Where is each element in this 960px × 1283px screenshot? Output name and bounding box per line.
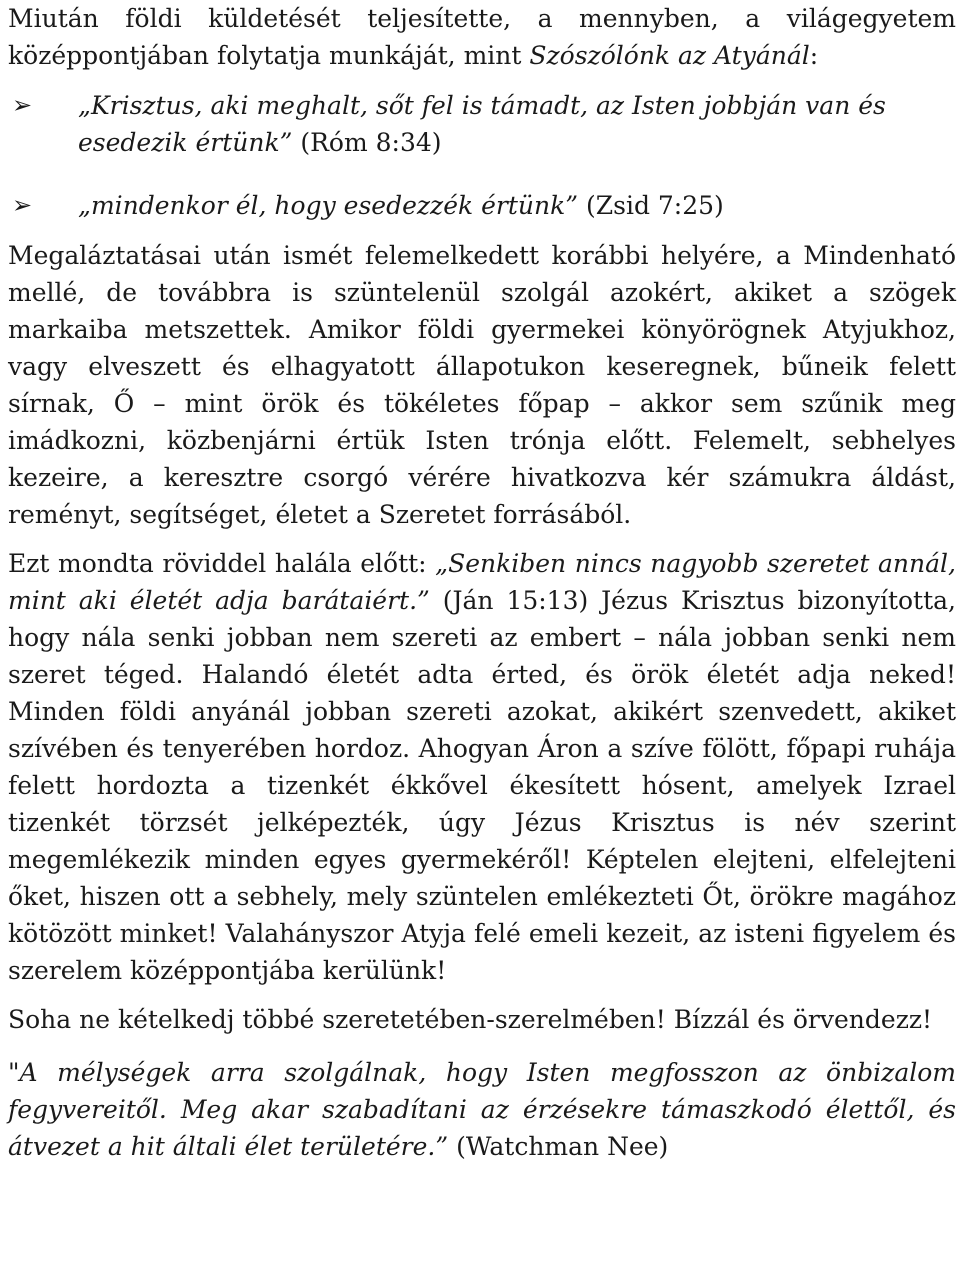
arrow-bullet-icon: ➢ <box>12 91 33 119</box>
bullet-item <box>8 187 956 224</box>
bullet-ref: (Zsid 7:25) <box>578 191 724 220</box>
bullet-quote: „Krisztus, aki meghalt, sőt fel is támadt, az Isten jobbján van és esedezik értünk” <box>78 91 886 157</box>
bullet-text <box>78 187 956 224</box>
para5-attribution: (Watchman Nee) <box>448 1132 669 1161</box>
bullet-item <box>8 87 956 161</box>
bullet-ref: (Róm 8:34) <box>292 128 442 157</box>
intro-tail: : <box>809 41 819 70</box>
intro-italic: Szószólónk az Atyánál <box>529 41 810 70</box>
bullet-quote: „mindenkor él, hogy esedezzék értünk” <box>78 191 579 220</box>
paragraph-3 <box>8 545 956 989</box>
arrow-bullet-icon: ➢ <box>12 191 33 219</box>
bullet-text <box>78 87 956 161</box>
para3-quote: „Senkiben nincs nagyobb szeretet annál, mint aki életét adja barátaiért.” <box>8 549 956 615</box>
paragraph-4: Soha ne kételkedj többé szeretetében-szerelmében! Bízzál és örvendezz! <box>8 1005 933 1034</box>
document-page <box>8 0 956 1165</box>
para3-lead: Ezt mondta röviddel halála előtt: <box>8 549 436 578</box>
intro-paragraph <box>8 0 956 74</box>
paragraph-2: Megaláztatásai után ismét felemelkedett korábbi helyére, a Mindenható mellé, de továbbra is szüntelenül szolgál azokért, akiket a szögek markaiba metszettek. Amikor földi gyermekei könyörögnek Atyjukhoz, vagy elveszett és elhagyatott állapotukon keseregnek, bűneik felett sírnak, Ő – mint örök és tökéletes főpap – akkor sem szűnik meg imádkozni, közbenjárni értük Isten trónja előtt. Felemelt, sebhelyes kezeire, a keresztre csorgó vérére hivatkozva kér számukra áldást, reményt, segítséget, életet a Szeretet forrásából. <box>8 241 956 529</box>
para5-quote: "A mélységek arra szolgálnak, hogy Isten megfosszon az önbizalom fegyvereitől. Meg akar szabadítani az érzésekre támaszkodó élettől, és átvezet a hit általi élet területére.” <box>8 1058 956 1161</box>
paragraph-5 <box>8 1054 956 1165</box>
para3-rest: (Ján 15:13) Jézus Krisztus bizonyította, hogy nála senki jobban nem szereti az embert – nála jobban senki nem szeret téged. Halandó életét adta érted, és örök életét adja neked! Minden földi anyánál jobban szereti azokat, akikért szenvedett, akiket szívében és tenyerében hordoz. Ahogyan Áron a szíve fölött, főpapi ruhája felett hordozta a tizenkét ékkővel ékesített hósent, amelyek Izrael tizenkét törzsét jelképezték, úgy Jézus Krisztus is név szerint megemlékezik minden egyes gyermekéről! Képtelen elejteni, elfelejteni őket, hiszen ott a sebhely, mely szüntelen emlékezteti Őt, örökre magához kötözött minket! Valahányszor Atyja felé emeli kezeit, az isteni figyelem és szerelem középpontjába kerülünk! <box>8 586 956 985</box>
intro-text: Miután földi küldetését teljesítette, a mennyben, a világegyetem középpontjában folytatja munkáját, mint <box>8 4 956 70</box>
